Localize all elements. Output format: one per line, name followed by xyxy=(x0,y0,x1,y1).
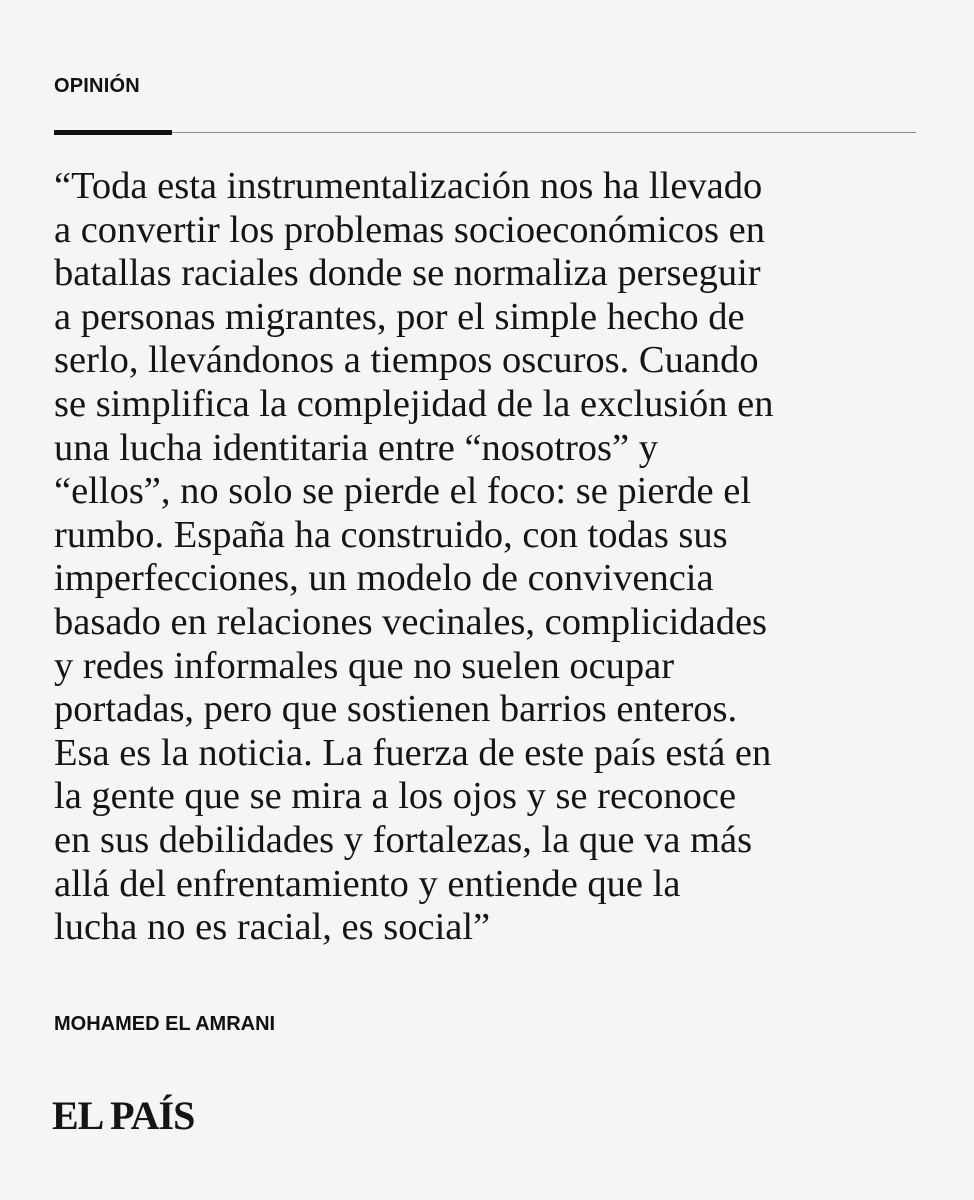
quote-line: batallas raciales donde se normaliza perseguir xyxy=(54,252,761,295)
quote-line: en sus debilidades y fortalezas, la que va más xyxy=(54,818,753,861)
divider-accent xyxy=(54,130,172,135)
quote-line: serlo, llevándonos a tiempos oscuros. Cuando xyxy=(54,339,759,382)
quote-line: una lucha identitaria entre “nosotros” y xyxy=(54,426,659,469)
quote-line: allá del enfrentamiento y entiende que la xyxy=(54,862,681,905)
quote-line: basado en relaciones vecinales, complicidades xyxy=(54,600,768,643)
quote-line: a convertir los problemas socioeconómicos en xyxy=(54,208,765,251)
quote-line: se simplifica la complejidad de la exclusión en xyxy=(54,382,774,425)
quote-line: lucha no es racial, es social” xyxy=(54,906,491,949)
quote-line: a personas migrantes, por el simple hecho de xyxy=(54,295,745,338)
quote-line: “Toda esta instrumentalización nos ha llevado xyxy=(54,165,763,207)
section-label: OPINIÓN xyxy=(54,75,140,97)
quote-text xyxy=(54,165,934,950)
quote-line: y redes informales que no suelen ocupar xyxy=(54,644,675,687)
quote-line: “ellos”, no solo se pierde el foco: se pierde el xyxy=(54,470,752,513)
quote-line: Esa es la noticia. La fuerza de este país está en xyxy=(54,731,772,774)
author-name: MOHAMED EL AMRANI xyxy=(54,1013,276,1035)
el-pais-logo: EL PAÍS xyxy=(52,1093,195,1138)
quote-line: portadas, pero que sostienen barrios enteros. xyxy=(54,688,738,731)
divider-line xyxy=(54,132,916,133)
quote-line: imperfecciones, un modelo de convivencia xyxy=(54,557,714,600)
quote-line: la gente que se mira a los ojos y se reconoce xyxy=(54,775,737,818)
quote-line: rumbo. España ha construido, con todas sus xyxy=(54,513,728,556)
